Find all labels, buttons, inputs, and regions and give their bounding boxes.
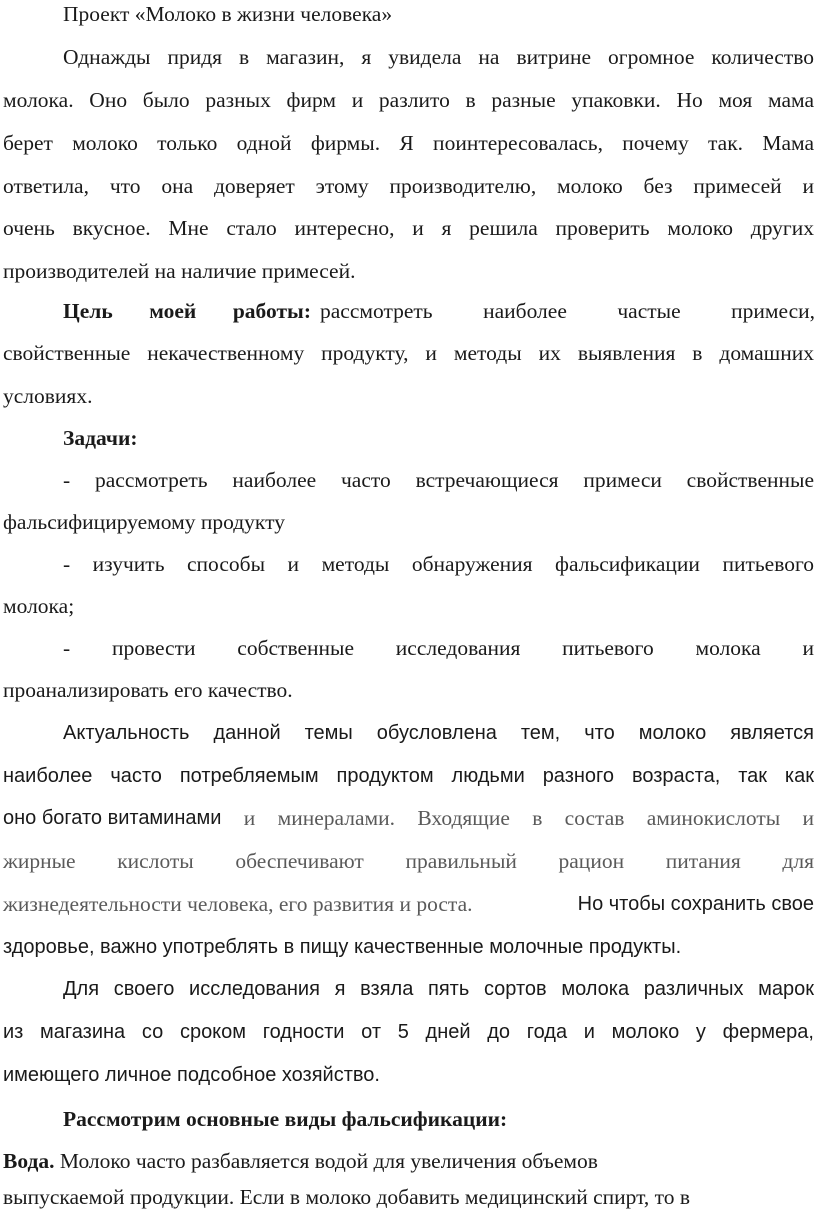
falsification-heading: Рассмотрим основные виды фальсификации: (63, 1107, 508, 1131)
goal-line-2: свойственные некачественному продукту, и методы их выявления в домашних (3, 341, 814, 365)
research-line-2: из магазина со сроком годности от 5 дней до года и молоко у фермера, (3, 1021, 814, 1043)
water-line-2: выпускаемой продукции. Если в молоко добавить медицинский спирт, то в (3, 1185, 691, 1209)
research-line-1: Для своего исследования я взяла пять сортов молока различных марок (63, 978, 814, 1000)
water-text: Молоко часто разбавляется водой для увеличения объемов (54, 1149, 598, 1173)
intro-line-6: производителей на наличие примесей. (3, 259, 356, 283)
task-2-line-2: молока; (3, 594, 75, 618)
relevance-line-5-b: Но чтобы сохранить свое (577, 893, 814, 915)
task-1-line-2: фальсифицируемому продукту (3, 510, 285, 534)
intro-line-2: молока. Оно было разных фирм и разлито в разные упаковки. Но моя мама (3, 88, 814, 112)
intro-line-1: Однажды придя в магазин, я увидела на витрине огромное количество (63, 45, 814, 69)
task-3-line-2: проанализировать его качество. (3, 678, 293, 702)
relevance-line-3-a: оно богато витаминами (3, 807, 222, 829)
goal-label: Цель моей работы: (63, 299, 311, 323)
task-2-line-1: - изучить способы и методы обнаружения фальсификации питьевого (63, 552, 814, 576)
relevance-line-6: здоровье, важно употреблять в пищу качественные молочные продукты. (3, 936, 682, 958)
water-label: Вода. (3, 1149, 55, 1173)
task-3-line-1: - провести собственные исследования питьевого молока и (63, 636, 814, 660)
tasks-heading: Задачи: (63, 426, 138, 450)
task-1-line-1: - рассмотреть наиболее часто встречающиеся примеси свойственные (63, 468, 814, 492)
water-line-1 (3, 1151, 814, 1173)
intro-line-5: очень вкусное. Мне стало интересно, и я решила проверить молоко других (3, 216, 814, 240)
relevance-line-3 (3, 808, 814, 830)
relevance-line-4: жирные кислоты обеспечивают правильный рацион питания для (3, 849, 814, 873)
research-line-3: имеющего личное подсобное хозяйство. (3, 1064, 380, 1086)
project-title: Проект «Молоко в жизни человека» (63, 2, 393, 26)
goal-line-3: условиях. (3, 384, 93, 408)
relevance-line-3-b: и минералами. Входящие в состав аминокислоты и (221, 806, 814, 830)
goal-line-1 (3, 301, 814, 323)
relevance-line-2: наиболее часто потребляемым продуктом людьми разного возраста, так как (3, 765, 814, 787)
intro-line-4: ответила, что она доверяет этому производителю, молоко без примесей и (3, 174, 814, 198)
relevance-line-1: Актуальность данной темы обусловлена тем, что молоко является (63, 722, 814, 744)
relevance-line-5 (3, 894, 814, 916)
relevance-line-5-a: жизнедеятельности человека, его развития и роста. (3, 892, 473, 916)
goal-text: рассмотреть наиболее частые примеси, (320, 299, 815, 323)
intro-line-3: берет молоко только одной фирмы. Я поинтересовалась, почему так. Мама (3, 131, 814, 155)
